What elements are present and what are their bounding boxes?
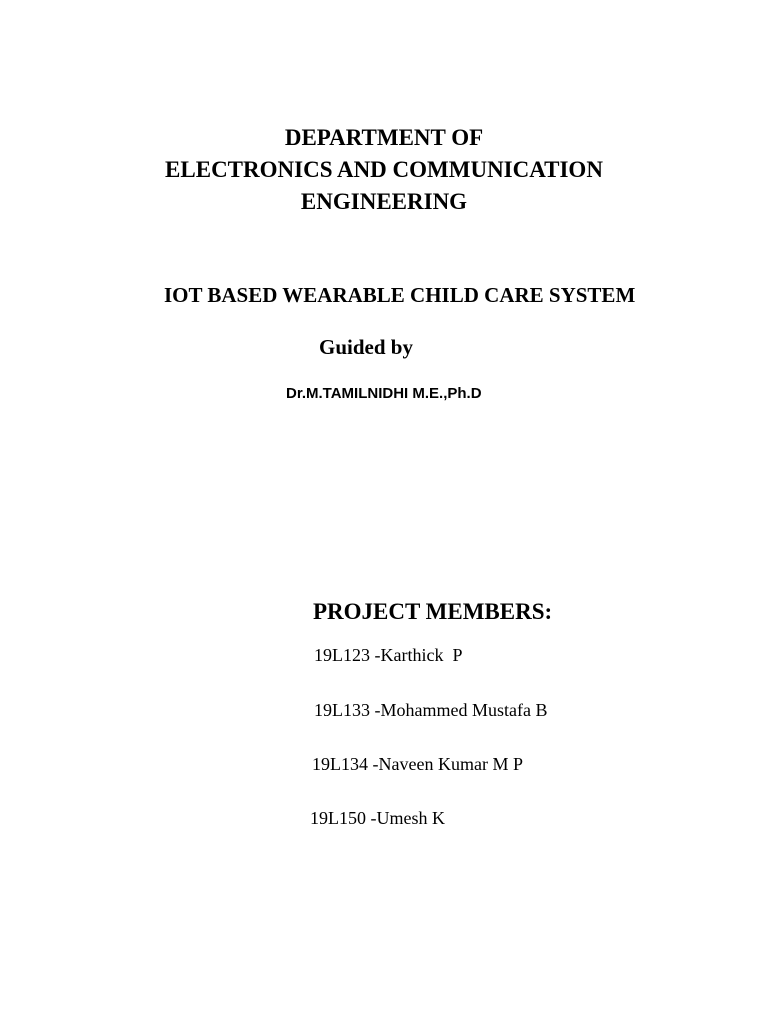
member-item: 19L123 -Karthick P	[314, 645, 463, 665]
guide-name: Dr.M.TAMILNIDHI M.E.,Ph.D	[286, 385, 482, 402]
guided-by-label: Guided by	[319, 335, 413, 359]
member-item: 19L134 -Naveen Kumar M P	[312, 754, 523, 774]
department-line-1: DEPARTMENT OF	[284, 125, 484, 150]
project-members-heading: PROJECT MEMBERS:	[313, 599, 553, 624]
member-item: 19L133 -Mohammed Mustafa B	[314, 700, 548, 720]
member-item: 19L150 -Umesh K	[310, 808, 445, 828]
department-line-3: ENGINEERING	[300, 189, 468, 214]
project-title: IOT BASED WEARABLE CHILD CARE SYSTEM	[164, 283, 636, 307]
department-line-2: ELECTRONICS AND COMMUNICATION	[165, 157, 603, 182]
